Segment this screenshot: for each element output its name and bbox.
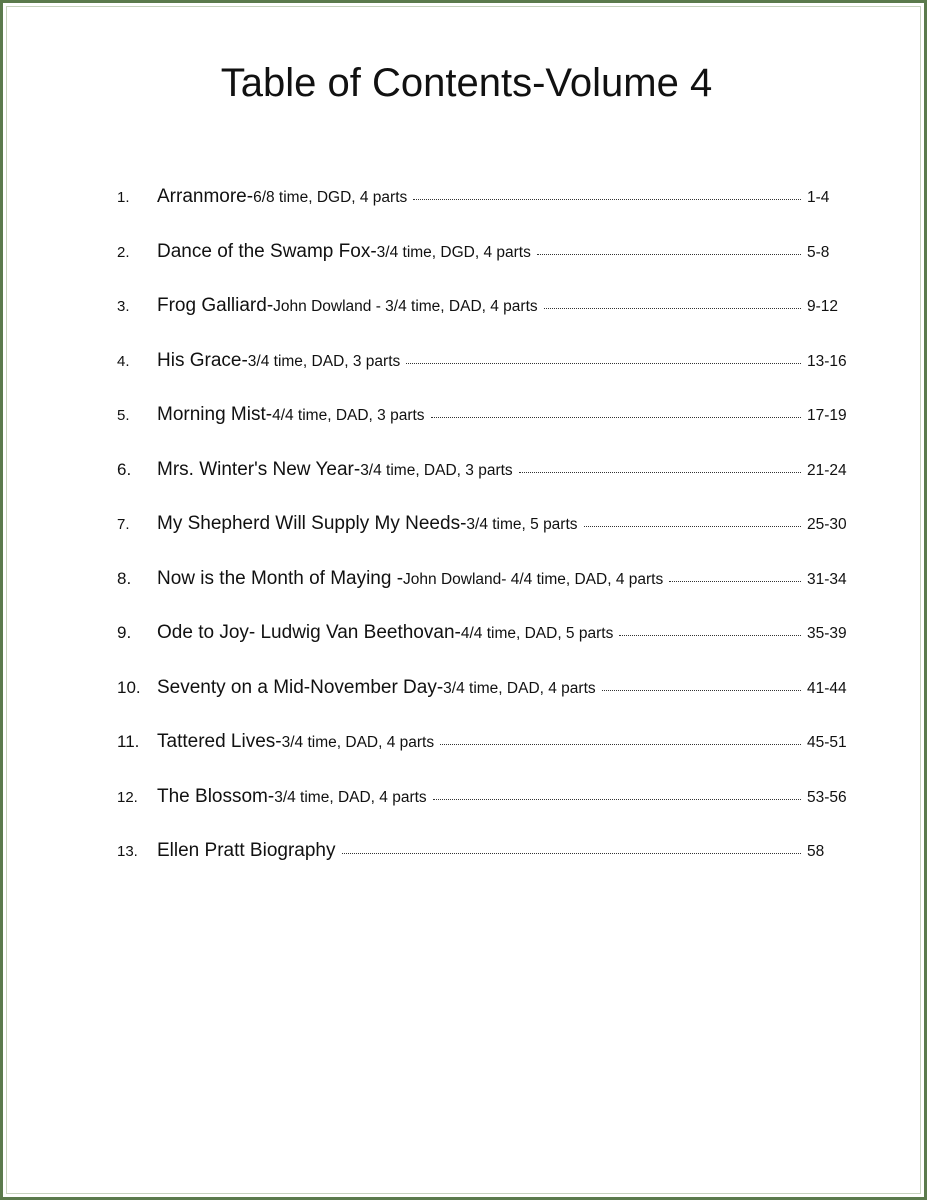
dot-leader	[519, 472, 801, 473]
dot-leader	[433, 799, 801, 800]
entry-details: 3/4 time, 5 parts	[466, 516, 578, 533]
entry-pages: 5-8	[807, 243, 830, 261]
entry-text	[157, 295, 807, 317]
entry-title: Frog Galliard-	[157, 295, 274, 316]
entry-pages: 45-51	[807, 734, 847, 751]
entry-pages: 17-19	[807, 407, 847, 424]
entry-number: 5.	[117, 407, 130, 424]
entry-number: 10.	[117, 677, 141, 697]
toc-entry-7	[117, 513, 857, 568]
entry-text	[157, 786, 807, 808]
entry-details: 6/8 time, DGD, 4 parts	[253, 189, 408, 206]
entry-text	[157, 513, 807, 535]
entry-number: 8.	[117, 568, 132, 588]
toc-entry-6	[117, 459, 857, 514]
entry-number: 7.	[117, 516, 130, 533]
entry-text	[157, 622, 807, 644]
entry-pages: 58	[807, 843, 825, 860]
toc-entry-11	[117, 731, 857, 786]
toc-entry-8	[117, 568, 857, 623]
entry-text	[157, 186, 807, 208]
dot-leader	[619, 635, 801, 636]
entry-pages: 1-4	[807, 189, 830, 206]
toc-entry-12	[117, 786, 857, 841]
toc-entry-4	[117, 350, 857, 405]
entry-details: 3/4 time, DAD, 4 parts	[443, 679, 596, 697]
entry-title: Mrs. Winter's New Year-	[157, 458, 361, 480]
entry-title: The Blossom-	[157, 785, 275, 807]
toc-entry-10	[117, 677, 857, 732]
entry-title: His Grace-	[157, 349, 248, 371]
entry-details: John Dowland- 4/4 time, DAD, 4 parts	[403, 570, 664, 588]
entry-pages: 35-39	[807, 625, 847, 642]
dot-leader	[584, 526, 801, 527]
entry-text	[157, 840, 807, 862]
toc-entry-9	[117, 622, 857, 677]
entry-number: 13.	[117, 843, 138, 860]
entry-details: 3/4 time, DAD, 4 parts	[274, 788, 427, 806]
entry-title: Arranmore-	[157, 186, 254, 207]
entry-details: 3/4 time, DAD, 4 parts	[281, 734, 435, 751]
entry-pages: 13-16	[807, 352, 847, 370]
entry-text	[157, 731, 807, 753]
dot-leader	[342, 853, 802, 854]
dot-leader	[413, 199, 801, 200]
entry-number: 11.	[117, 732, 140, 751]
entry-title: Ode to Joy- Ludwig Van Beethovan-	[157, 622, 461, 643]
entry-title: Dance of the Swamp Fox-	[157, 240, 377, 262]
entry-title: Now is the Month of Maying -	[157, 567, 404, 589]
toc-entry-13	[117, 840, 857, 895]
page-title: Table of Contents-Volume 4	[220, 61, 713, 105]
entry-pages: 9-12	[807, 298, 839, 315]
entry-pages: 25-30	[807, 516, 847, 533]
entry-text	[157, 404, 807, 426]
entry-details: 4/4 time, DAD, 3 parts	[272, 407, 425, 424]
entry-pages: 53-56	[807, 788, 847, 806]
entry-number: 9.	[117, 623, 132, 642]
entry-number: 2.	[117, 243, 130, 261]
entry-details: 3/4 time, DAD, 3 parts	[360, 461, 513, 479]
entry-number: 1.	[117, 189, 130, 206]
table-of-contents	[117, 186, 857, 895]
entry-text	[157, 677, 807, 699]
entry-text	[157, 241, 807, 263]
entry-number: 3.	[117, 298, 130, 315]
entry-title: Morning Mist-	[157, 404, 273, 425]
entry-pages: 21-24	[807, 461, 847, 479]
dot-leader	[544, 308, 801, 309]
dot-leader	[440, 744, 801, 745]
dot-leader	[602, 690, 801, 691]
entry-number: 12.	[117, 788, 138, 806]
entry-text	[157, 350, 807, 372]
toc-entry-2	[117, 241, 857, 296]
entry-text	[157, 568, 807, 590]
entry-number: 6.	[117, 459, 132, 479]
entry-details: 3/4 time, DAD, 3 parts	[247, 352, 401, 370]
entry-pages: 31-34	[807, 570, 847, 588]
entry-title: Seventy on a Mid-November Day-	[157, 676, 444, 698]
entry-details: 3/4 time, DGD, 4 parts	[376, 243, 531, 261]
entry-details: 4/4 time, DAD, 5 parts	[460, 625, 614, 642]
entry-details: John Dowland - 3/4 time, DAD, 4 parts	[273, 298, 538, 315]
dot-leader	[431, 417, 801, 418]
dot-leader	[537, 254, 801, 255]
toc-entry-1	[117, 186, 857, 241]
entry-number: 4.	[117, 352, 130, 370]
entry-text	[157, 459, 807, 481]
entry-title: Ellen Pratt Biography	[157, 840, 336, 861]
toc-entry-3	[117, 295, 857, 350]
dot-leader	[406, 363, 801, 364]
entry-title: My Shepherd Will Supply My Needs-	[157, 513, 467, 534]
dot-leader	[669, 581, 801, 582]
toc-entry-5	[117, 404, 857, 459]
entry-title: Tattered Lives-	[157, 731, 282, 752]
entry-pages: 41-44	[807, 679, 847, 697]
